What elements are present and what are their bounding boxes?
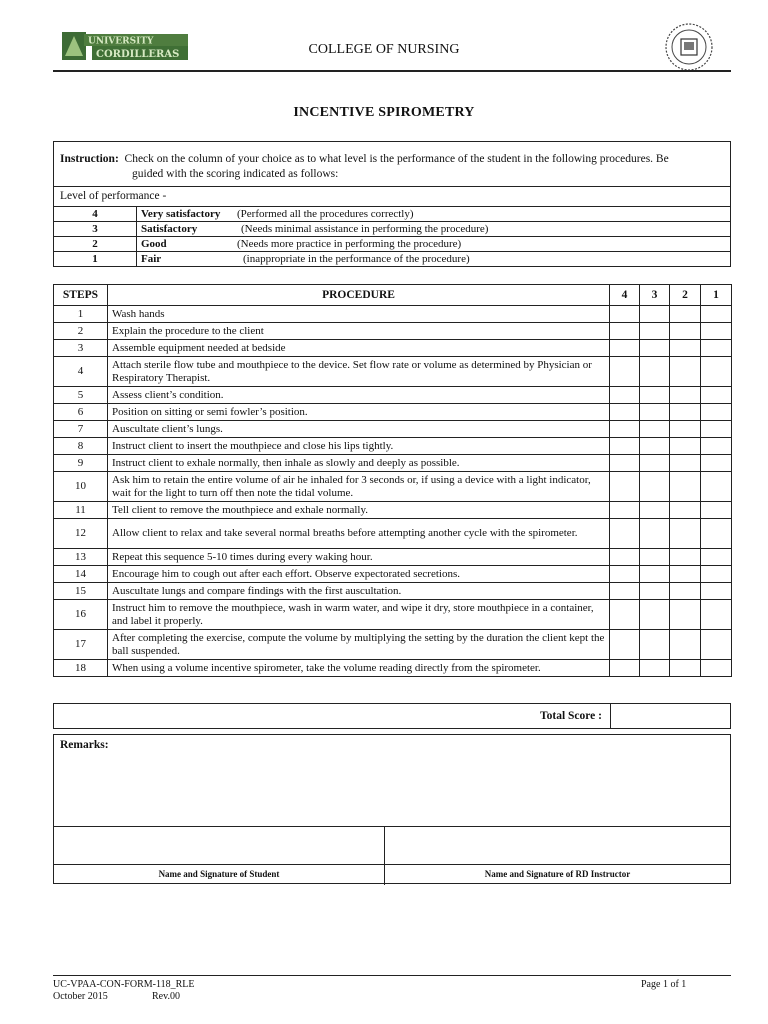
score-1-cell[interactable] bbox=[701, 600, 732, 630]
score-3-cell[interactable] bbox=[640, 340, 670, 357]
total-score-label: Total Score : bbox=[540, 710, 602, 722]
step-procedure: Assess client’s condition. bbox=[108, 387, 610, 404]
table-row bbox=[54, 421, 732, 438]
level-desc: (Needs minimal assistance in performing the procedure) bbox=[241, 223, 489, 235]
score-2-cell[interactable] bbox=[670, 583, 701, 600]
step-procedure: After completing the exercise, compute the volume by multiplying the setting by the duration the client kept the ball suspended. bbox=[108, 630, 610, 660]
procedure-table bbox=[53, 284, 732, 677]
score-1-cell[interactable] bbox=[701, 583, 732, 600]
signature-row bbox=[54, 826, 730, 885]
score-3-cell[interactable] bbox=[640, 323, 670, 340]
step-procedure: When using a volume incentive spirometer, take the volume reading directly from the spirometer. bbox=[108, 660, 610, 677]
step-procedure: Position on sitting or semi fowler’s position. bbox=[108, 404, 610, 421]
level-desc: (Needs more practice in performing the procedure) bbox=[237, 238, 462, 250]
score-4-cell[interactable] bbox=[610, 340, 640, 357]
table-row bbox=[54, 357, 732, 387]
table-row bbox=[54, 438, 732, 455]
step-number: 18 bbox=[54, 660, 108, 677]
score-3-cell[interactable] bbox=[640, 357, 670, 387]
instruction-line-1 bbox=[60, 152, 724, 167]
step-number: 9 bbox=[54, 455, 108, 472]
step-number: 11 bbox=[54, 502, 108, 519]
table-row bbox=[54, 600, 732, 630]
score-3-cell[interactable] bbox=[640, 583, 670, 600]
level-header: Level of performance - bbox=[53, 186, 731, 207]
level-number: 4 bbox=[54, 207, 137, 222]
step-number: 2 bbox=[54, 323, 108, 340]
logo-text-bottom: CORDILLERAS bbox=[96, 49, 180, 60]
score-1-cell[interactable] bbox=[701, 455, 732, 472]
level-cell bbox=[137, 222, 731, 237]
total-score-row bbox=[53, 703, 731, 729]
instruction-text-1: Check on the column of your choice as to what level is the performance of the student in the following procedures. Be bbox=[124, 153, 669, 165]
score-3-cell[interactable] bbox=[640, 455, 670, 472]
logo-text-top: UNIVERSITY bbox=[88, 36, 154, 47]
score-2-cell[interactable] bbox=[670, 472, 701, 502]
instruction-text-2: guided with the scoring indicated as follows: bbox=[132, 168, 339, 180]
step-procedure: Auscultate client’s lungs. bbox=[108, 421, 610, 438]
level-name: Satisfactory bbox=[141, 223, 198, 235]
score-4-cell[interactable] bbox=[610, 421, 640, 438]
score-2-header: 2 bbox=[670, 285, 701, 306]
page-title: INCENTIVE SPIROMETRY bbox=[293, 105, 475, 120]
score-1-cell[interactable] bbox=[701, 306, 732, 323]
procedure-header: PROCEDURE bbox=[108, 285, 610, 306]
score-1-cell[interactable] bbox=[701, 421, 732, 438]
score-1-cell[interactable] bbox=[701, 660, 732, 677]
score-3-cell[interactable] bbox=[640, 438, 670, 455]
step-procedure: Allow client to relax and take several normal breaths before attempting another cycle with the spirometer. bbox=[108, 519, 610, 549]
step-procedure: Assemble equipment needed at bedside bbox=[108, 340, 610, 357]
seal-icon bbox=[664, 22, 714, 72]
score-3-cell[interactable] bbox=[640, 660, 670, 677]
signature-line bbox=[54, 864, 730, 865]
footer-divider bbox=[53, 975, 731, 976]
score-4-cell[interactable] bbox=[610, 404, 640, 421]
score-3-cell[interactable] bbox=[640, 519, 670, 549]
score-1-cell[interactable] bbox=[701, 630, 732, 660]
table-row bbox=[54, 323, 732, 340]
score-1-cell[interactable] bbox=[701, 340, 732, 357]
score-2-cell[interactable] bbox=[670, 438, 701, 455]
remarks-label: Remarks: bbox=[60, 739, 109, 751]
instructor-signature-label: Name and Signature of RD Instructor bbox=[484, 869, 631, 879]
total-score-field[interactable] bbox=[611, 704, 729, 728]
table-row bbox=[54, 404, 732, 421]
steps-header: STEPS bbox=[54, 285, 108, 306]
score-2-cell[interactable] bbox=[670, 387, 701, 404]
form-revision: Rev.00 bbox=[152, 991, 180, 1002]
score-4-cell[interactable] bbox=[610, 306, 640, 323]
step-procedure: Attach sterile flow tube and mouthpiece to the device. Set flow rate or volume as determined by Physician or Respiratory Therapist. bbox=[108, 357, 610, 387]
score-1-cell[interactable] bbox=[701, 357, 732, 387]
score-3-cell[interactable] bbox=[640, 404, 670, 421]
instruction-label: Instruction: bbox=[60, 153, 119, 165]
score-4-header: 4 bbox=[610, 285, 640, 306]
score-2-cell[interactable] bbox=[670, 306, 701, 323]
score-2-cell[interactable] bbox=[670, 455, 701, 472]
score-4-cell[interactable] bbox=[610, 549, 640, 566]
step-number: 4 bbox=[54, 357, 108, 387]
student-signature-field[interactable] bbox=[54, 827, 384, 864]
table-row bbox=[54, 519, 732, 549]
step-procedure: Instruct client to exhale normally, then inhale as slowly and deeply as possible. bbox=[108, 455, 610, 472]
step-number: 10 bbox=[54, 472, 108, 502]
step-number: 6 bbox=[54, 404, 108, 421]
score-4-cell[interactable] bbox=[610, 502, 640, 519]
score-1-cell[interactable] bbox=[701, 549, 732, 566]
level-name: Very satisfactory bbox=[141, 208, 221, 220]
score-3-cell[interactable] bbox=[640, 600, 670, 630]
score-1-header: 1 bbox=[701, 285, 732, 306]
score-4-cell[interactable] bbox=[610, 357, 640, 387]
score-2-cell[interactable] bbox=[670, 421, 701, 438]
score-3-cell[interactable] bbox=[640, 306, 670, 323]
score-4-cell[interactable] bbox=[610, 323, 640, 340]
step-procedure: Ask him to retain the entire volume of air he inhaled for 3 seconds or, if using a device with a light indicator, wait for the light to turn off then note the tidal volume. bbox=[108, 472, 610, 502]
level-row bbox=[54, 207, 731, 222]
level-row bbox=[54, 222, 731, 237]
table-row bbox=[54, 566, 732, 583]
step-number: 3 bbox=[54, 340, 108, 357]
score-2-cell[interactable] bbox=[670, 357, 701, 387]
level-name: Fair bbox=[141, 253, 162, 265]
score-4-cell[interactable] bbox=[610, 630, 640, 660]
score-3-cell[interactable] bbox=[640, 502, 670, 519]
student-signature-label: Name and Signature of Student bbox=[158, 869, 280, 879]
level-desc: (Performed all the procedures correctly) bbox=[237, 208, 414, 220]
step-procedure: Encourage him to cough out after each effort. Observe expectorated secretions. bbox=[108, 566, 610, 583]
score-2-cell[interactable] bbox=[670, 502, 701, 519]
score-1-cell[interactable] bbox=[701, 404, 732, 421]
step-number: 8 bbox=[54, 438, 108, 455]
score-2-cell[interactable] bbox=[670, 340, 701, 357]
remarks-box bbox=[53, 734, 731, 884]
score-4-cell[interactable] bbox=[610, 600, 640, 630]
level-row bbox=[54, 252, 731, 267]
step-number: 13 bbox=[54, 549, 108, 566]
score-1-cell[interactable] bbox=[701, 472, 732, 502]
table-row bbox=[54, 455, 732, 472]
level-number: 1 bbox=[54, 252, 137, 267]
step-procedure: Auscultate lungs and compare findings with the first auscultation. bbox=[108, 583, 610, 600]
score-1-cell[interactable] bbox=[701, 566, 732, 583]
step-number: 14 bbox=[54, 566, 108, 583]
table-row bbox=[54, 660, 732, 677]
score-4-cell[interactable] bbox=[610, 387, 640, 404]
level-number: 2 bbox=[54, 237, 137, 252]
step-number: 16 bbox=[54, 600, 108, 630]
score-4-cell[interactable] bbox=[610, 660, 640, 677]
score-3-header: 3 bbox=[640, 285, 670, 306]
score-4-cell[interactable] bbox=[610, 438, 640, 455]
instructor-signature-field[interactable] bbox=[385, 827, 730, 864]
score-2-cell[interactable] bbox=[670, 323, 701, 340]
score-4-cell[interactable] bbox=[610, 472, 640, 502]
form-code: UC-VPAA-CON-FORM-118_RLE bbox=[53, 979, 195, 990]
level-row bbox=[54, 237, 731, 252]
score-1-cell[interactable] bbox=[701, 387, 732, 404]
page-number: Page 1 of 1 bbox=[641, 979, 687, 990]
table-row bbox=[54, 630, 732, 660]
table-row bbox=[54, 583, 732, 600]
score-3-cell[interactable] bbox=[640, 566, 670, 583]
score-1-cell[interactable] bbox=[701, 438, 732, 455]
procedure-body bbox=[54, 306, 732, 677]
score-1-cell[interactable] bbox=[701, 323, 732, 340]
score-3-cell[interactable] bbox=[640, 421, 670, 438]
levels-table bbox=[53, 206, 731, 267]
score-3-cell[interactable] bbox=[640, 472, 670, 502]
remarks-field[interactable] bbox=[54, 757, 730, 825]
level-name: Good bbox=[141, 238, 167, 250]
score-3-cell[interactable] bbox=[640, 549, 670, 566]
header-divider bbox=[53, 70, 731, 72]
level-cell bbox=[137, 237, 731, 252]
score-2-cell[interactable] bbox=[670, 660, 701, 677]
step-number: 17 bbox=[54, 630, 108, 660]
level-desc: (inappropriate in the performance of the procedure) bbox=[243, 253, 470, 265]
score-4-cell[interactable] bbox=[610, 519, 640, 549]
step-procedure: Tell client to remove the mouthpiece and exhale normally. bbox=[108, 502, 610, 519]
score-4-cell[interactable] bbox=[610, 583, 640, 600]
step-procedure: Wash hands bbox=[108, 306, 610, 323]
instruction-box bbox=[53, 141, 731, 187]
step-procedure: Instruct client to insert the mouthpiece and close his lips tightly. bbox=[108, 438, 610, 455]
form-date: October 2015 bbox=[53, 991, 108, 1002]
table-row bbox=[54, 502, 732, 519]
step-procedure: Repeat this sequence 5-10 times during every waking hour. bbox=[108, 549, 610, 566]
score-2-cell[interactable] bbox=[670, 519, 701, 549]
score-2-cell[interactable] bbox=[670, 630, 701, 660]
score-4-cell[interactable] bbox=[610, 455, 640, 472]
table-row bbox=[54, 340, 732, 357]
college-name: COLLEGE OF NURSING bbox=[308, 42, 460, 57]
score-2-cell[interactable] bbox=[670, 549, 701, 566]
step-number: 12 bbox=[54, 519, 108, 549]
level-cell bbox=[137, 207, 731, 222]
score-3-cell[interactable] bbox=[640, 630, 670, 660]
table-row bbox=[54, 472, 732, 502]
table-row bbox=[54, 387, 732, 404]
score-3-cell[interactable] bbox=[640, 387, 670, 404]
procedure-header-row bbox=[54, 285, 732, 306]
step-number: 1 bbox=[54, 306, 108, 323]
step-number: 15 bbox=[54, 583, 108, 600]
score-2-cell[interactable] bbox=[670, 566, 701, 583]
step-number: 5 bbox=[54, 387, 108, 404]
step-procedure: Explain the procedure to the client bbox=[108, 323, 610, 340]
table-row bbox=[54, 549, 732, 566]
step-number: 7 bbox=[54, 421, 108, 438]
score-1-cell[interactable] bbox=[701, 519, 732, 549]
level-cell bbox=[137, 252, 731, 267]
score-1-cell[interactable] bbox=[701, 502, 732, 519]
score-2-cell[interactable] bbox=[670, 600, 701, 630]
score-4-cell[interactable] bbox=[610, 566, 640, 583]
step-procedure: Instruct him to remove the mouthpiece, wash in warm water, and wipe it dry, store mouthpiece in a container, and label it properly. bbox=[108, 600, 610, 630]
score-2-cell[interactable] bbox=[670, 404, 701, 421]
table-row bbox=[54, 306, 732, 323]
level-number: 3 bbox=[54, 222, 137, 237]
